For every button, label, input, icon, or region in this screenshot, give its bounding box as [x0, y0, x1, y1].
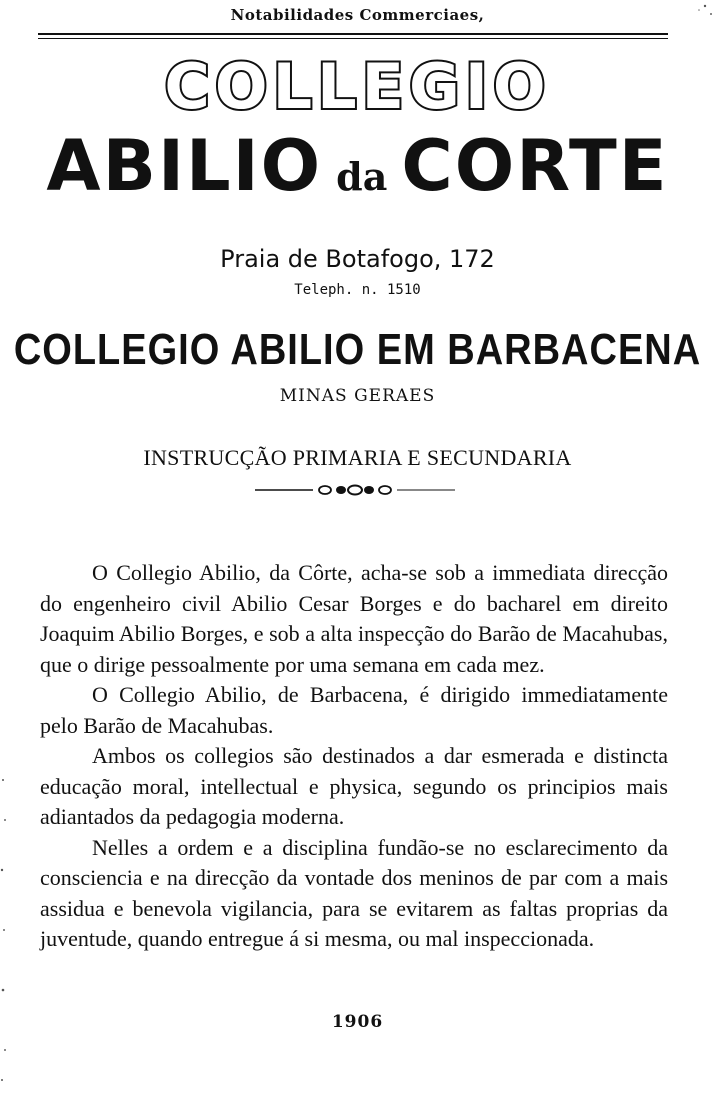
title-abilio-da-corte [0, 125, 715, 223]
title-da: da [336, 154, 388, 199]
paragraph: O Collegio Abilio, da Côrte, acha-se sob a immediata direcção do engenheiro civil Abilio Cesar Borges e do bacharel em direito Joaquim Abilio Borges, e sob a alta inspecção do Barão de Macahubas, que o dirige pessoalmente por uma semana em cada mez. [40, 560, 668, 677]
address-line: Praia de Botafogo, 172 [220, 245, 495, 273]
scan-edge-noise [0, 760, 10, 1100]
running-header: Notabilidades Commerciaes, [230, 6, 485, 24]
instruction-heading: INSTRUCÇÃO PRIMARIA E SECUNDARIA [143, 445, 572, 470]
body-text [40, 558, 668, 955]
ornament-divider [255, 484, 455, 496]
phone-line: Teleph. n. 1510 [294, 282, 421, 298]
header-rule-thin [38, 38, 668, 39]
branch-title: COLLEGIO ABILIO EM BARBACENA [13, 325, 702, 375]
title-corte: CORTE [401, 125, 669, 207]
scan-corner-noise [675, 0, 715, 40]
paragraph: O Collegio Abilio, de Barbacena, é dirigido immediatamente pelo Barão de Macahubas. [40, 682, 668, 738]
paragraph: Nelles a ordem e a disciplina fundão-se no esclarecimento da consciencia e na direcção da vontade dos meninos de par com a mais assidua e benevola vigilancia, para se evitarem as faltas proprias da juventude, quando entregue á si mesma, ou mal inspeccionada. [40, 834, 668, 951]
title-collegio: COLLEGIO [164, 50, 551, 123]
title-abilio: ABILIO [46, 125, 323, 207]
branch-region: MINAS GERAES [279, 386, 436, 406]
header-rule [38, 33, 668, 35]
year-footer: 1906 [331, 1012, 384, 1032]
paragraph: Ambos os collegios são destinados a dar esmerada e distincta educação moral, intellectual e physica, segundo os principios mais adiantados da pedagogia moderna. [40, 743, 668, 829]
